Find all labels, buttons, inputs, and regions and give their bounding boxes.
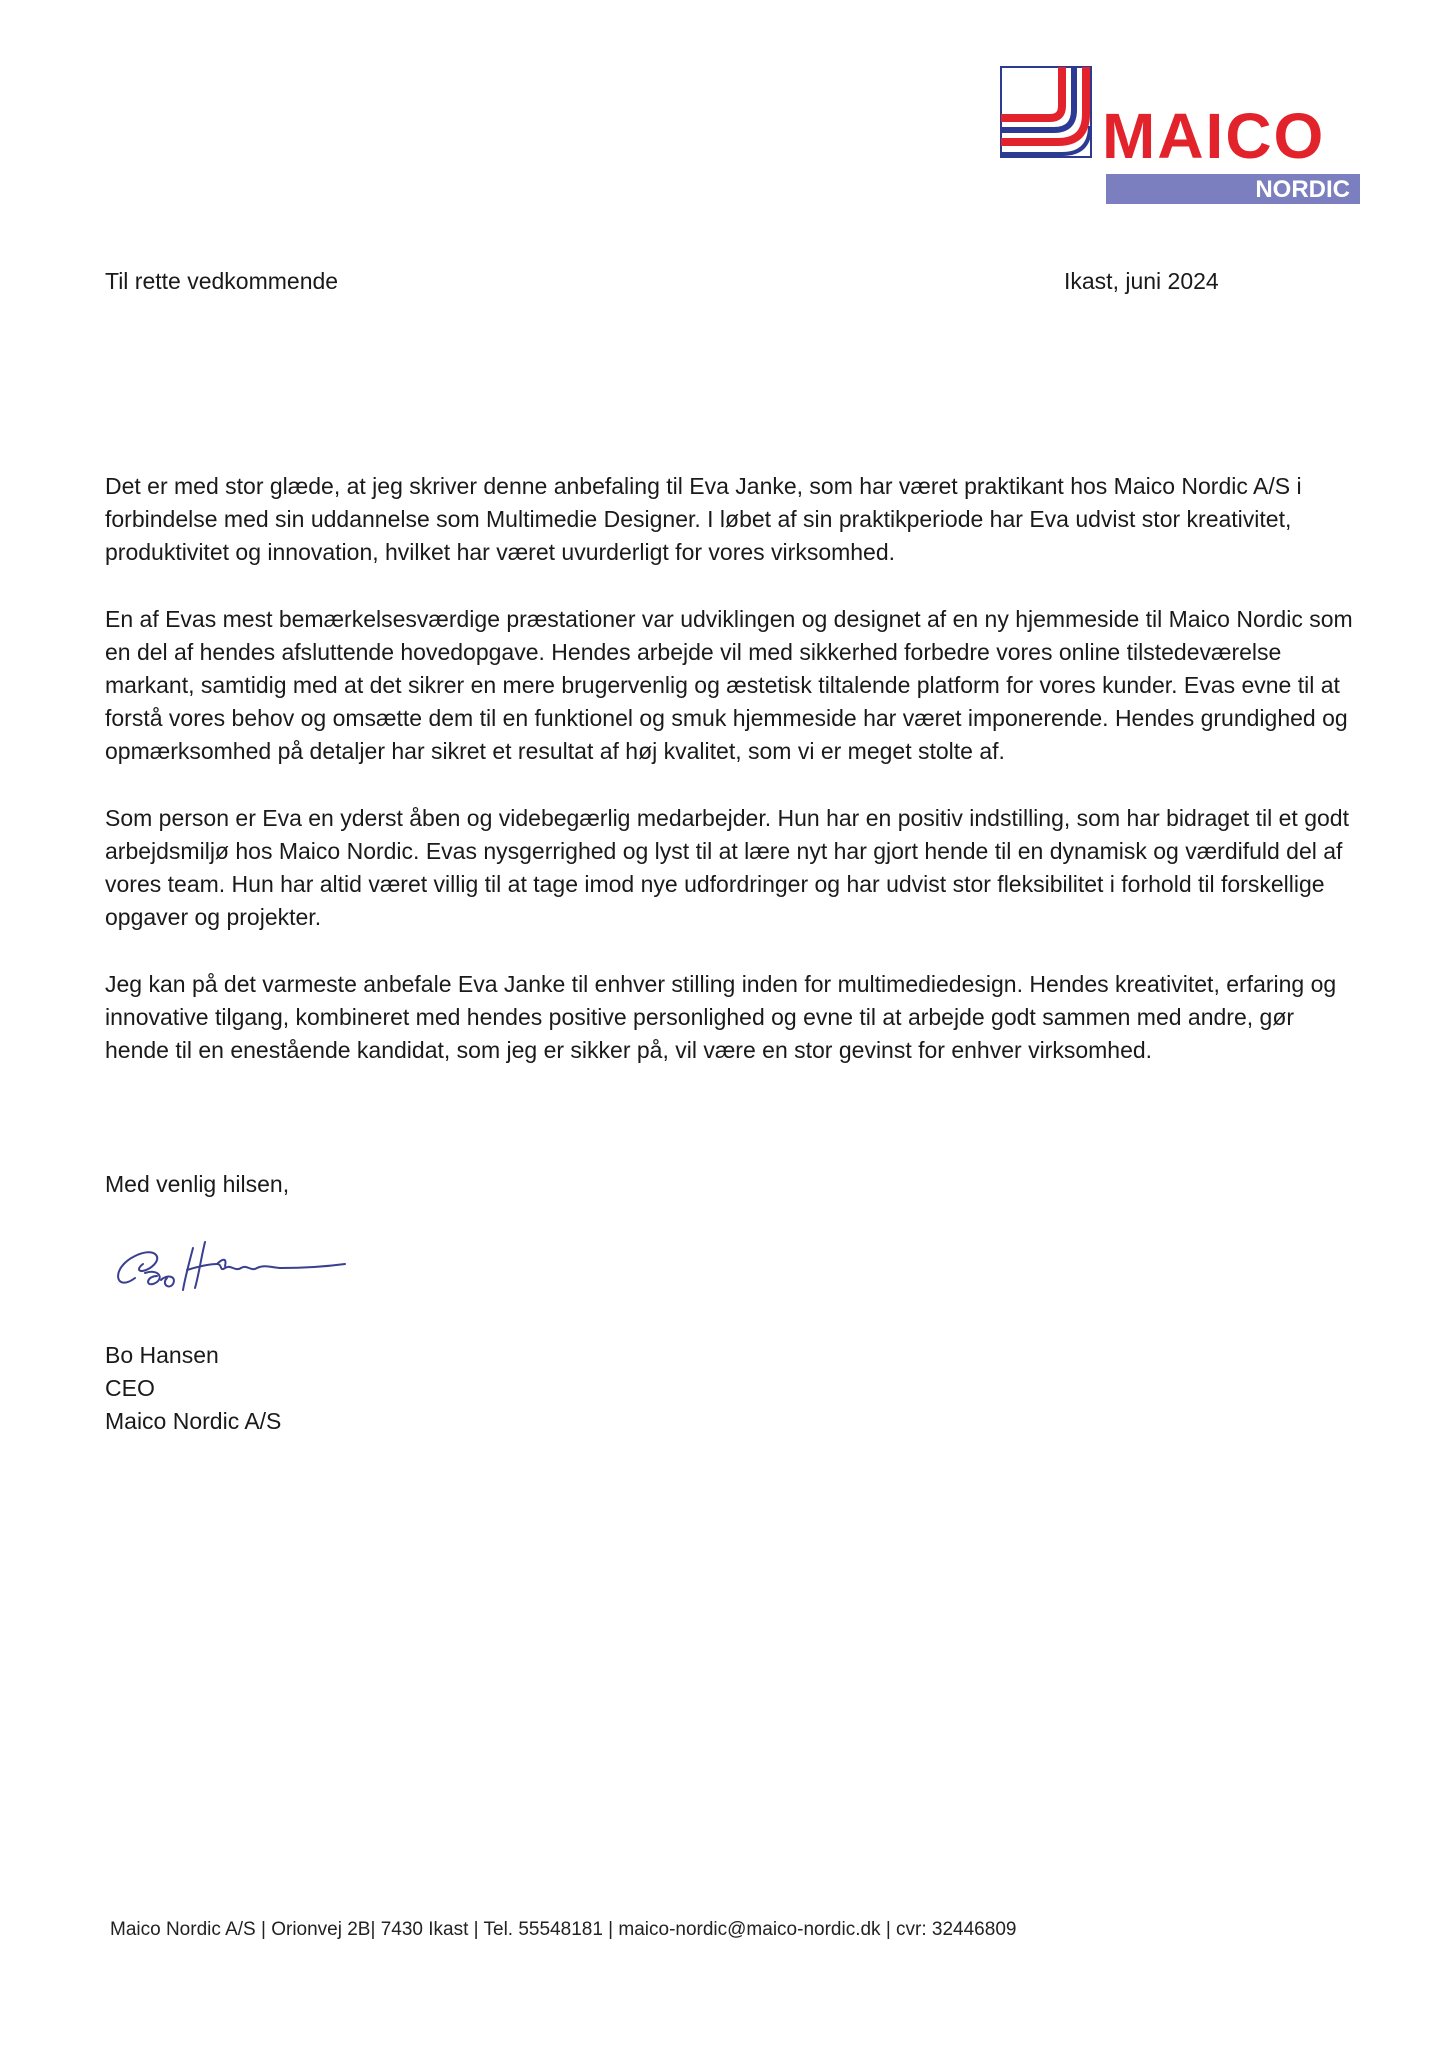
body-paragraph: Som person er Eva en yderst åben og videbegærlig medarbejder. Hun har en positiv indstilling, som har bidraget til et godt arbejdsmiljø hos Maico Nordic. Evas nysgerrighed og lyst til at lære nyt har gjort hende til en dynamisk og værdifuld del af vores team. Hun har altid været villig til at tage imod nye udfordringer og har udvist stor fleksibilitet i forhold til forskellige opgaver og projekter. [105, 805, 1349, 930]
sender-company: Maico Nordic A/S [105, 1408, 282, 1434]
maico-nordic-logo [1000, 66, 1362, 206]
date-line: Ikast, juni 2024 [1064, 268, 1219, 294]
logo-brand-text: MAICO [1102, 100, 1326, 172]
recipient-line: Til rette vedkommende [105, 268, 339, 294]
sender-name: Bo Hansen [105, 1342, 219, 1368]
logo-sub-text: NORDIC [1255, 176, 1350, 203]
body-paragraph: Jeg kan på det varmeste anbefale Eva Janke til enhver stilling inden for multimediedesign. Hendes kreativitet, erfaring og innovative tilgang, kombineret med hendes positive personlighed og evne til at arbejde godt sammen med andre, gør hende til en enestående kandidat, som jeg er sikker på, vil være en stor gevinst for enhver virksomhed. [105, 971, 1337, 1063]
letter-body [105, 470, 1355, 1101]
handwritten-signature [105, 1228, 355, 1308]
body-paragraph: En af Evas mest bemærkelsesværdige præstationer var udviklingen og designet af en ny hjemmeside til Maico Nordic som en del af hendes afsluttende hovedopgave. Hendes arbejde vil med sikkerhed forbedre vores online tilstedeværelse markant, samtidig med at det sikrer en mere brugervenlig og æstetisk tiltalende platform for vores kunder. Evas evne til at forstå vores behov og omsætte dem til en funktionel og smuk hjemmeside har været imponerende. Hendes grundighed og opmærksomhed på detaljer har sikret et resultat af høj kvalitet, som vi er meget stolte af. [105, 606, 1353, 764]
footer-contact-line: Maico Nordic A/S | Orionvej 2B| 7430 Ikast | Tel. 55548181 | maico-nordic@maico-nordic.dk | cvr: 32446809 [110, 1919, 1017, 1940]
closing-line: Med venlig hilsen, [105, 1171, 290, 1197]
body-paragraph: Det er med stor glæde, at jeg skriver denne anbefaling til Eva Janke, som har været praktikant hos Maico Nordic A/S i forbindelse med sin uddannelse som Multimedie Designer. I løbet af sin praktikperiode har Eva udvist stor kreativitet, produktivitet og innovation, hvilket har været uvurderligt for vores virksomhed. [105, 473, 1302, 565]
sender-title: CEO [105, 1375, 155, 1401]
sender-block [105, 1339, 281, 1438]
logo-graphic [1000, 66, 1362, 206]
